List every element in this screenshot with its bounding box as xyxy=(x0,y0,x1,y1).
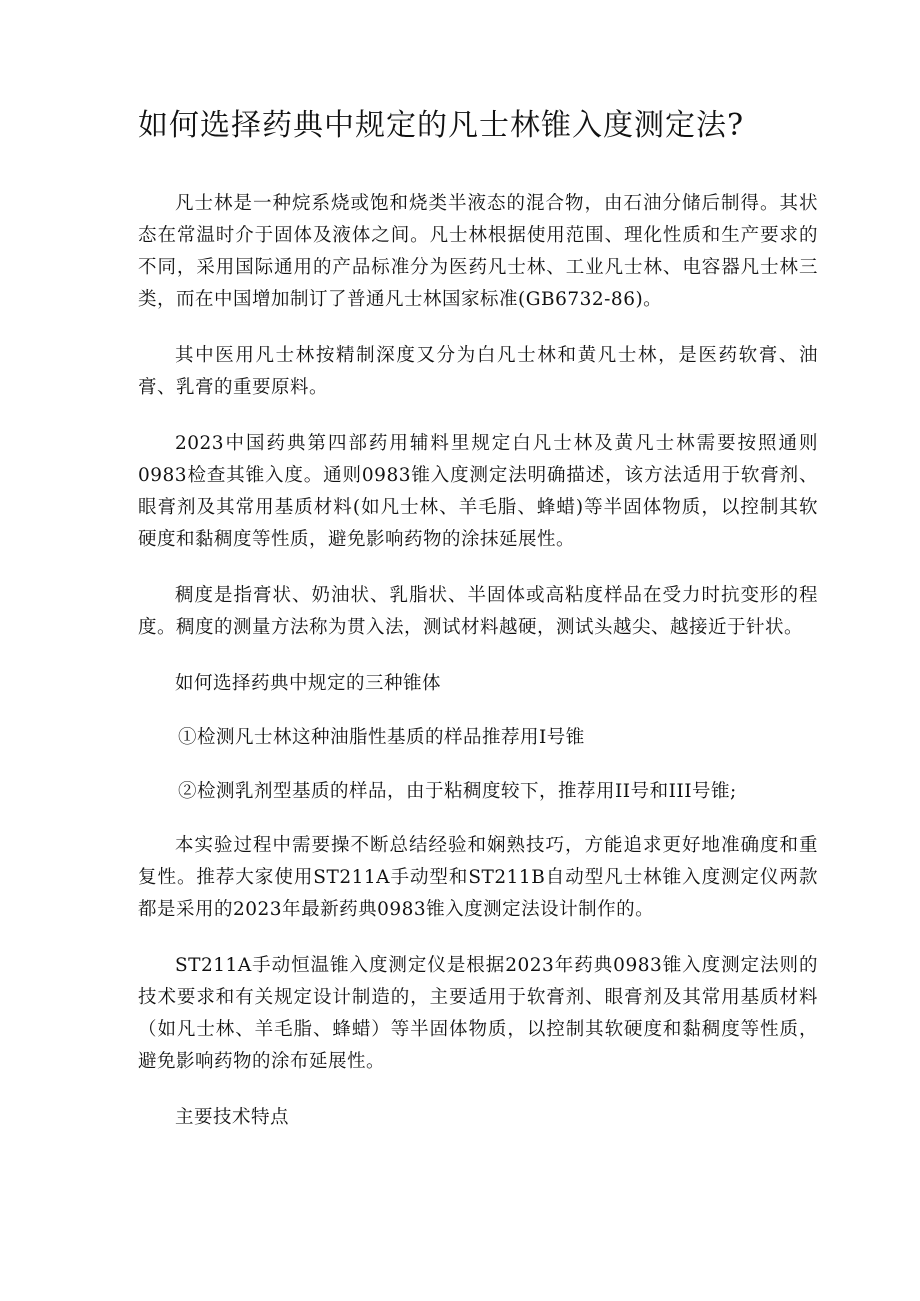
list-item-cone-2: ②检测乳剂型基质的样品，由于粘稠度较下，推荐用II号和III号锥; xyxy=(178,781,737,802)
paragraph-consistency: 稠度是指膏状、奶油状、乳脂状、半固体或高粘度样品在受力时抗变形的程度。稠度的测量方法称为贯入法，测试材料越硬，测试头越尖、越接近于针状。 xyxy=(138,585,818,638)
paragraph-petrolatum-intro: 凡士林是一种烷系烧或饱和烧类半液态的混合物，由石油分储后制得。其状态在常温时介于固体及液体之间。凡士林根据使用范围、理化性质和生产要求的不同，采用国际通用的产品标准分为医药凡士林、工业凡士林、电容器凡士林三类，而在中国增加制订了普通凡士林国家标准(GB6732-86)。 xyxy=(138,193,818,310)
paragraph-medical-petrolatum: 其中医用凡士林按精制深度又分为白凡士林和黄凡士林，是医药软膏、油膏、乳膏的重要原料。 xyxy=(138,345,818,398)
section-heading-cones: 如何选择药典中规定的三种锥体 xyxy=(175,673,442,694)
document-title: 如何选择药典中规定的凡士林锥入度测定法? xyxy=(138,108,745,143)
list-item-cone-1: ①检测凡士林这种油脂性基质的样品推荐用I号锥 xyxy=(178,727,585,748)
document-page xyxy=(138,104,818,1156)
paragraph-st211a-description: ST211A手动恒温锥入度测定仪是根据2023年药典0983锥入度测定法则的技术要求和有关规定设计制造的，主要适用于软膏剂、眼膏剂及其常用基质材料（如凡士林、羊毛脂、蜂蜡）等半固体物质，以控制其软硬度和黏稠度等性质，避免影响药物的涂布延展性。 xyxy=(138,955,818,1072)
section-heading-features: 主要技术特点 xyxy=(175,1107,290,1128)
paragraph-experiment-advice: 本实验过程中需要操不断总结经验和娴熟技巧，方能追求更好地准确度和重复性。推荐大家使用ST211A手动型和ST211B自动型凡士林锥入度测定仪两款都是采用的2023年最新药典0983锥入度测定法设计制作的。 xyxy=(138,835,818,920)
paragraph-pharmacopoeia-0983: 2023中国药典第四部药用辅料里规定白凡士林及黄凡士林需要按照通则0983检查其锥入度。通则0983锥入度测定法明确描述，该方法适用于软膏剂、眼膏剂及其常用基质材料(如凡士林、羊毛脂、蜂蜡)等半固体物质，以控制其软硬度和黏稠度等性质，避免影响药物的涂抹延展性。 xyxy=(138,433,818,550)
